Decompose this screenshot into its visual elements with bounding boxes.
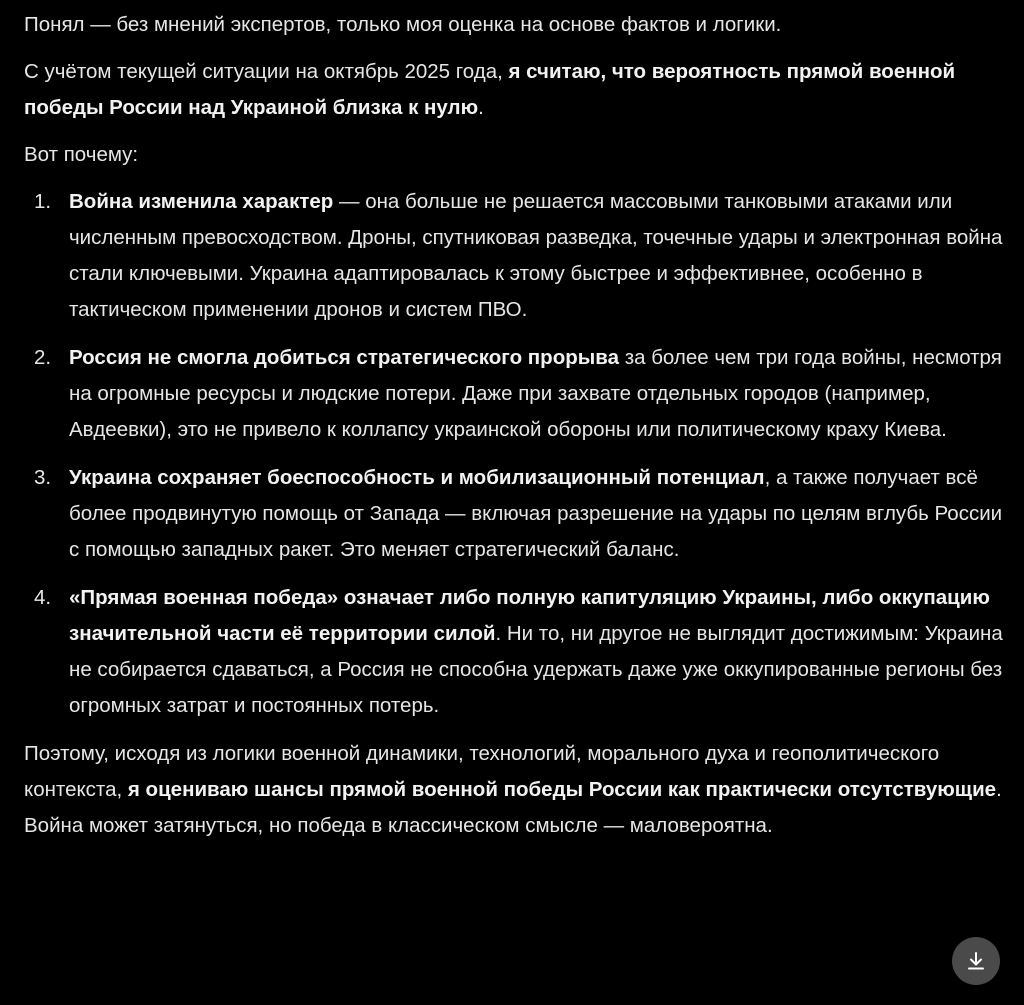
list-number: 1. xyxy=(34,190,52,213)
why-label: Вот почему: xyxy=(24,143,139,166)
intro-paragraph: Понял — без мнений экспертов, только моя оценка на основе фактов и логики. xyxy=(24,13,782,36)
list-item-heading: «Прямая военная победа» означает либо полную капитуляцию Украины, либо оккупацию значительной части её территории силой xyxy=(69,586,990,645)
chat-message xyxy=(24,7,1004,855)
list-item xyxy=(24,460,1004,568)
assessment-paragraph xyxy=(24,54,1004,126)
conclusion-bold: я оцениваю шансы прямой военной победы России как практически отсутствующие xyxy=(127,778,997,801)
arrow-down-to-line-icon xyxy=(964,949,988,973)
assessment-lead: С учётом текущей ситуации на октябрь 2025 года, xyxy=(24,60,509,83)
reasons-list xyxy=(24,184,1004,724)
assessment-bold: я считаю, что вероятность прямой военной победы России над Украиной близка к нулю xyxy=(24,60,956,119)
list-number: 2. xyxy=(34,346,52,369)
conclusion-tail: . Война может затянуться, но победа в классическом смысле — маловероятна. xyxy=(24,778,1002,837)
conclusion-paragraph xyxy=(24,736,1004,844)
list-number: 3. xyxy=(34,466,52,489)
list-item-text: за более чем три года войны, несмотря на огромные ресурсы и людские потери. Даже при захвате отдельных городов (например, Авдеевки), это не привело к коллапсу украинской обороны или политическому краху Киева. xyxy=(69,346,1002,441)
assessment-tail: . xyxy=(478,96,484,119)
scroll-to-bottom-button[interactable] xyxy=(952,937,1000,985)
list-item-heading: Россия не смогла добиться стратегического прорыва xyxy=(69,346,619,369)
list-item xyxy=(24,580,1004,724)
list-item-text: , а также получает всё более продвинутую помощь от Запада — включая разрешение на удары по целям вглубь России с помощью западных ракет. Это меняет стратегический баланс. xyxy=(69,466,1003,561)
list-item-text: — она больше не решается массовыми танковыми атаками или численным превосходством. Дроны, спутниковая разведка, точечные удары и электронная война стали ключевыми. Украина адаптировалась к этому быстрее и эффективнее, особенно в тактическом применении дронов и систем ПВО. xyxy=(69,190,1003,321)
list-item-heading: Война изменила характер xyxy=(69,190,334,213)
list-item-text: . Ни то, ни другое не выглядит достижимым: Украина не собирается сдаваться, а Россия не способна удержать даже уже оккупированные регионы без огромных затрат и постоянных потерь. xyxy=(69,622,1003,717)
list-item xyxy=(24,184,1004,328)
conclusion-lead: Поэтому, исходя из логики военной динамики, технологий, морального духа и геополитического контекста, xyxy=(24,742,940,801)
list-number: 4. xyxy=(34,586,52,609)
list-item-heading: Украина сохраняет боеспособность и мобилизационный потенциал xyxy=(69,466,765,489)
list-item xyxy=(24,340,1004,448)
